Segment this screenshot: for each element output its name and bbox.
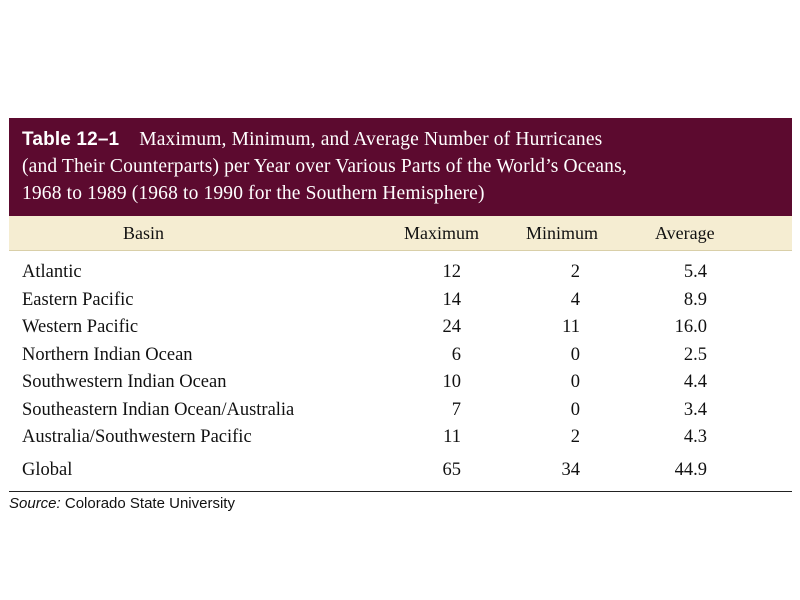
basin-cell: Northern Indian Ocean <box>22 344 193 365</box>
header-minimum: Minimum <box>526 223 599 243</box>
minimum-cell: 2 <box>570 262 580 282</box>
table-row <box>9 369 792 397</box>
caption-title-1: Maximum, Minimum, and Average Number of Hurricanes <box>139 129 603 150</box>
basin-cell: Atlantic <box>22 262 82 282</box>
average-cell: 16.0 <box>674 317 707 337</box>
maximum-cell: 12 <box>442 262 461 282</box>
table-row <box>9 342 792 370</box>
basin-cell: Western Pacific <box>22 317 139 337</box>
minimum-cell: 4 <box>570 289 580 310</box>
average-cell: 4.3 <box>683 427 707 447</box>
basin-cell: Eastern Pacific <box>22 289 134 310</box>
table-row <box>9 287 792 315</box>
source-text: Colorado State University <box>64 495 235 512</box>
average-cell: 2.5 <box>683 344 707 365</box>
minimum-cell: 0 <box>570 372 580 392</box>
average-cell: 8.9 <box>683 289 707 310</box>
maximum-cell: 6 <box>451 344 461 365</box>
table-row <box>9 424 792 452</box>
maximum-cell: 11 <box>443 427 461 447</box>
table-header-row <box>9 216 792 251</box>
minimum-cell: 2 <box>570 427 580 447</box>
source-label: Source: <box>9 495 61 512</box>
maximum-cell: 14 <box>442 289 461 310</box>
hurricane-table <box>9 118 792 492</box>
table-body <box>9 251 792 487</box>
average-cell: 44.9 <box>674 459 707 480</box>
maximum-cell: 10 <box>442 372 461 392</box>
basin-cell: Global <box>22 459 73 480</box>
table-row <box>9 397 792 425</box>
maximum-cell: 65 <box>442 459 461 480</box>
caption-line-1 <box>22 126 778 153</box>
average-cell: 4.4 <box>683 372 707 392</box>
header-maximum: Maximum <box>404 223 479 243</box>
average-cell: 3.4 <box>683 399 707 420</box>
minimum-cell: 0 <box>570 399 580 420</box>
basin-cell: Southeastern Indian Ocean/Australia <box>22 399 295 420</box>
minimum-cell: 34 <box>561 459 580 480</box>
basin-cell: Australia/Southwestern Pacific <box>22 427 252 447</box>
maximum-cell: 7 <box>451 399 461 420</box>
maximum-cell: 24 <box>442 317 461 337</box>
caption-line-2: (and Their Counterparts) per Year over Various Parts of the World’s Oceans, <box>22 156 627 177</box>
table-caption <box>9 118 792 216</box>
table-number: Table 12–1 <box>22 129 120 150</box>
basin-cell: Southwestern Indian Ocean <box>22 372 227 392</box>
minimum-cell: 0 <box>570 344 580 365</box>
header-average: Average <box>655 223 715 243</box>
table-row <box>9 259 792 287</box>
table-bottom-rule <box>9 491 792 492</box>
header-basin: Basin <box>123 223 165 243</box>
source-note <box>9 495 235 512</box>
caption-line-3: 1968 to 1989 (1968 to 1990 for the Southern Hemisphere) <box>22 183 485 204</box>
minimum-cell: 11 <box>562 317 580 337</box>
table-row <box>9 314 792 342</box>
global-row <box>9 457 792 487</box>
average-cell: 5.4 <box>683 262 707 282</box>
